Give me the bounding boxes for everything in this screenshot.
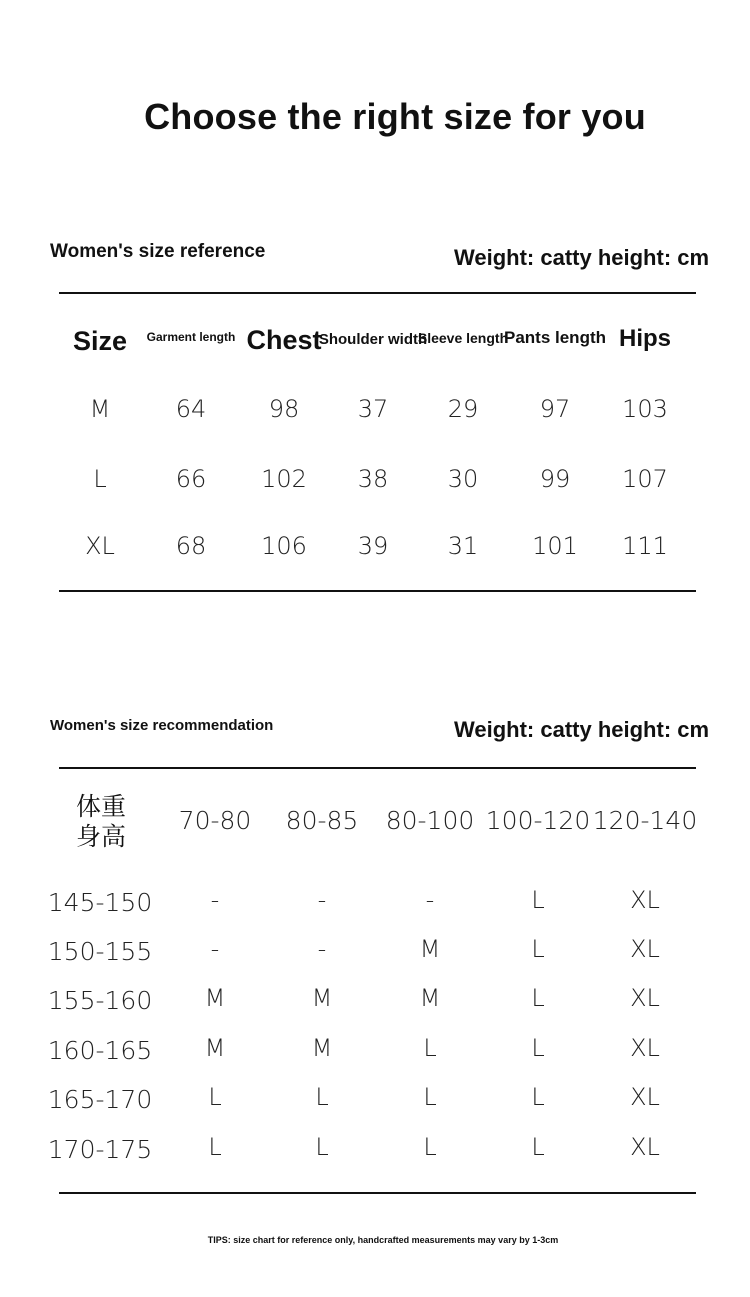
reference-table-cell: 39 — [357, 532, 389, 560]
recommended-size-cell: XL — [630, 984, 660, 1012]
recommended-size-cell: L — [208, 1083, 222, 1111]
height-row-label: 165-170 — [47, 1085, 153, 1114]
weight-column-header: 120-140 — [592, 806, 698, 835]
reference-table-cell: 29 — [447, 395, 479, 423]
recommended-size-cell: L — [423, 1133, 437, 1161]
recommended-size-cell: L — [423, 1034, 437, 1062]
weight-height-corner — [61, 792, 141, 852]
reference-table-cell: 30 — [447, 465, 479, 493]
reference-table-cell: 103 — [622, 395, 668, 423]
reference-table-cell: 99 — [539, 465, 571, 493]
recommended-size-cell: XL — [630, 1133, 660, 1161]
page-title: Choose the right size for you — [144, 96, 646, 137]
recommendation-label: Women's size recommendation — [50, 717, 274, 734]
reference-table-cell: M — [89, 395, 111, 423]
reference-table-cell: L — [93, 465, 107, 493]
recommendation-bottom-rule — [59, 1192, 696, 1194]
reference-table-cell: 68 — [175, 532, 207, 560]
reference-table-cell: 97 — [539, 395, 571, 423]
recommended-size-cell: L — [315, 1083, 329, 1111]
recommended-size-cell: M — [204, 984, 226, 1012]
reference-top-rule — [59, 292, 696, 294]
recommended-size-cell: - — [210, 935, 220, 963]
reference-table-cell: 66 — [175, 465, 207, 493]
weight-corner-label: 体重 — [75, 792, 126, 821]
weight-column-header: 100-120 — [485, 806, 591, 835]
reference-units: Weight: catty height: cm — [454, 245, 710, 270]
recommendation-top-rule — [59, 767, 696, 769]
recommended-size-cell: L — [531, 984, 545, 1012]
reference-table-cell: 111 — [622, 532, 668, 560]
recommended-size-cell: L — [315, 1133, 329, 1161]
recommended-size-cell: M — [419, 935, 441, 963]
reference-header-cell: Garment length — [146, 330, 236, 344]
recommended-size-cell: L — [531, 1083, 545, 1111]
tips-note: TIPS: size chart for reference only, handcrafted measurements may vary by 1-3cm — [207, 1235, 559, 1245]
recommended-size-cell: L — [531, 1034, 545, 1062]
reference-table-cell: 98 — [268, 395, 300, 423]
reference-table-cell: XL — [85, 532, 115, 560]
recommended-size-cell: XL — [630, 1034, 660, 1062]
reference-table-cell: 37 — [357, 395, 389, 423]
reference-bottom-rule — [59, 590, 696, 592]
weight-column-header: 80-85 — [285, 806, 359, 835]
reference-table-cell: 38 — [357, 465, 389, 493]
recommended-size-cell: XL — [630, 1083, 660, 1111]
weight-column-header: 80-100 — [385, 806, 475, 835]
height-row-label: 145-150 — [47, 888, 153, 917]
recommended-size-cell: - — [210, 886, 220, 914]
reference-header-cell: Sleeve length — [417, 330, 509, 346]
recommendation-units: Weight: catty height: cm — [454, 717, 710, 742]
height-row-label: 155-160 — [47, 986, 153, 1015]
recommended-size-cell: - — [317, 935, 327, 963]
reference-table-cell: 102 — [261, 465, 307, 493]
reference-header-cell: Size — [72, 326, 128, 356]
reference-table-cell: 106 — [261, 532, 307, 560]
height-row-label: 160-165 — [47, 1036, 153, 1065]
recommended-size-cell: M — [419, 984, 441, 1012]
recommended-size-cell: M — [311, 984, 333, 1012]
reference-header-cell: Chest — [246, 325, 322, 355]
recommended-size-cell: - — [425, 886, 435, 914]
recommended-size-cell: - — [317, 886, 327, 914]
recommended-size-cell: XL — [630, 935, 660, 963]
recommended-size-cell: L — [423, 1083, 437, 1111]
recommended-size-cell: L — [531, 935, 545, 963]
reference-header-cell: Shoulder width — [318, 331, 428, 348]
reference-table-cell: 31 — [447, 532, 479, 560]
reference-table-cell: 64 — [175, 395, 207, 423]
height-row-label: 170-175 — [47, 1135, 153, 1164]
recommended-size-cell: L — [208, 1133, 222, 1161]
recommended-size-cell: M — [311, 1034, 333, 1062]
recommended-size-cell: M — [204, 1034, 226, 1062]
height-corner-label: 身高 — [75, 822, 126, 851]
recommended-size-cell: L — [531, 886, 545, 914]
recommended-size-cell: L — [531, 1133, 545, 1161]
reference-header-cell: Pants length — [503, 328, 606, 347]
height-row-label: 150-155 — [47, 937, 153, 966]
reference-table-cell: 107 — [622, 465, 668, 493]
weight-column-header: 70-80 — [178, 806, 252, 835]
reference-table-cell: 101 — [532, 532, 578, 560]
recommended-size-cell: XL — [630, 886, 660, 914]
reference-header-cell: Hips — [618, 325, 671, 352]
reference-label: Women's size reference — [50, 241, 266, 262]
